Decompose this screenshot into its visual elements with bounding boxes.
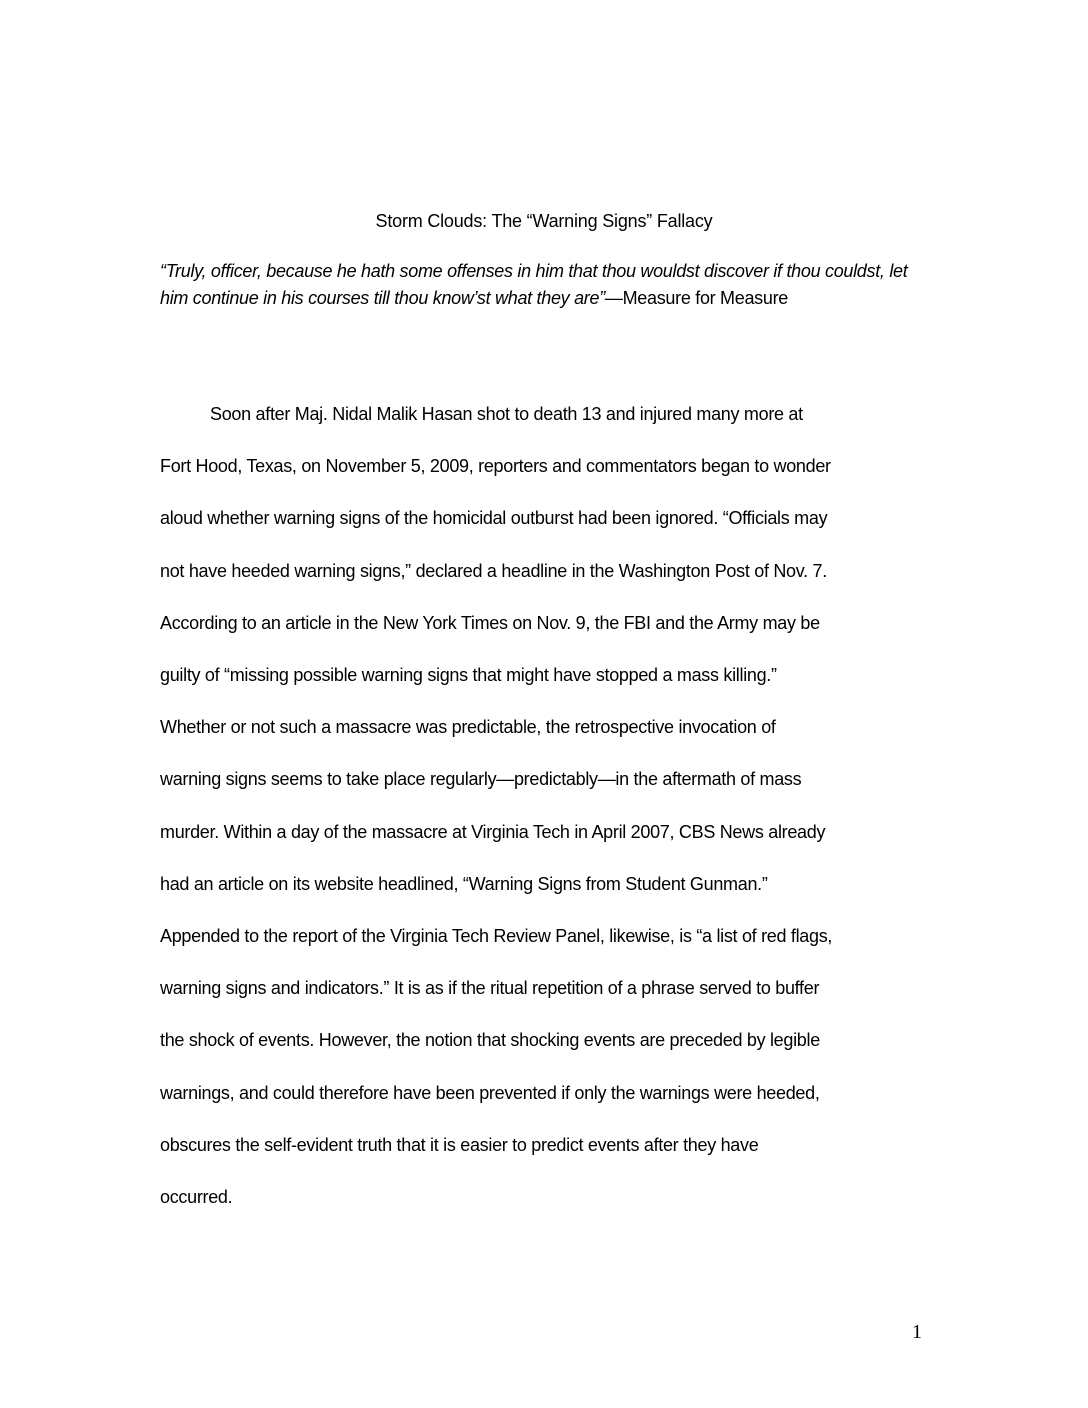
paragraph-line: According to an article in the New York Times on Nov. 9, the FBI and the Army may be — [160, 612, 820, 633]
paragraph-line: the shock of events. However, the notion that shocking events are preceded by legible — [160, 1030, 820, 1051]
paragraph-line: occurred. — [160, 1187, 233, 1208]
paragraph-line: warning signs seems to take place regularly—predictably—in the aftermath of mass — [160, 769, 802, 790]
paragraph-line: warning signs and indicators.” It is as if the ritual repetition of a phrase served to buffer — [160, 978, 820, 999]
body-paragraph — [160, 388, 935, 1223]
paragraph-line: Fort Hood, Texas, on November 5, 2009, reporters and commentators began to wonder — [160, 456, 831, 477]
document-title: Storm Clouds: The “Warning Signs” Fallacy — [375, 211, 713, 231]
epigraph-attribution: —Measure for Measure — [604, 288, 788, 308]
paragraph-line: guilty of “missing possible warning signs that might have stopped a mass killing.” — [160, 665, 777, 686]
paragraph-line: Soon after Maj. Nidal Malik Hasan shot to death 13 and injured many more at — [210, 404, 803, 424]
paragraph-line: Appended to the report of the Virginia Tech Review Panel, likewise, is “a list of red flags, — [160, 926, 833, 947]
paragraph-line: aloud whether warning signs of the homicidal outburst had been ignored. “Officials may — [160, 508, 828, 529]
paragraph-line: murder. Within a day of the massacre at Virginia Tech in April 2007, CBS News already — [160, 821, 826, 842]
page-number: 1 — [912, 1321, 922, 1343]
paragraph-line: Whether or not such a massacre was predictable, the retrospective invocation of — [160, 717, 776, 738]
paragraph-line: warnings, and could therefore have been prevented if only the warnings were heeded, — [160, 1082, 820, 1103]
paragraph-line: obscures the self-evident truth that it is easier to predict events after they have — [160, 1134, 759, 1155]
epigraph-quote: “Truly, officer, because he hath some offenses in him that thou wouldst discover if thou couldst, let him continue in his courses till thou know’st what they are” — [160, 261, 908, 308]
epigraph — [160, 258, 920, 312]
paragraph-line: not have heeded warning signs,” declared a headline in the Washington Post of Nov. 7. — [160, 560, 827, 581]
paragraph-line: had an article on its website headlined, “Warning Signs from Student Gunman.” — [160, 873, 768, 894]
